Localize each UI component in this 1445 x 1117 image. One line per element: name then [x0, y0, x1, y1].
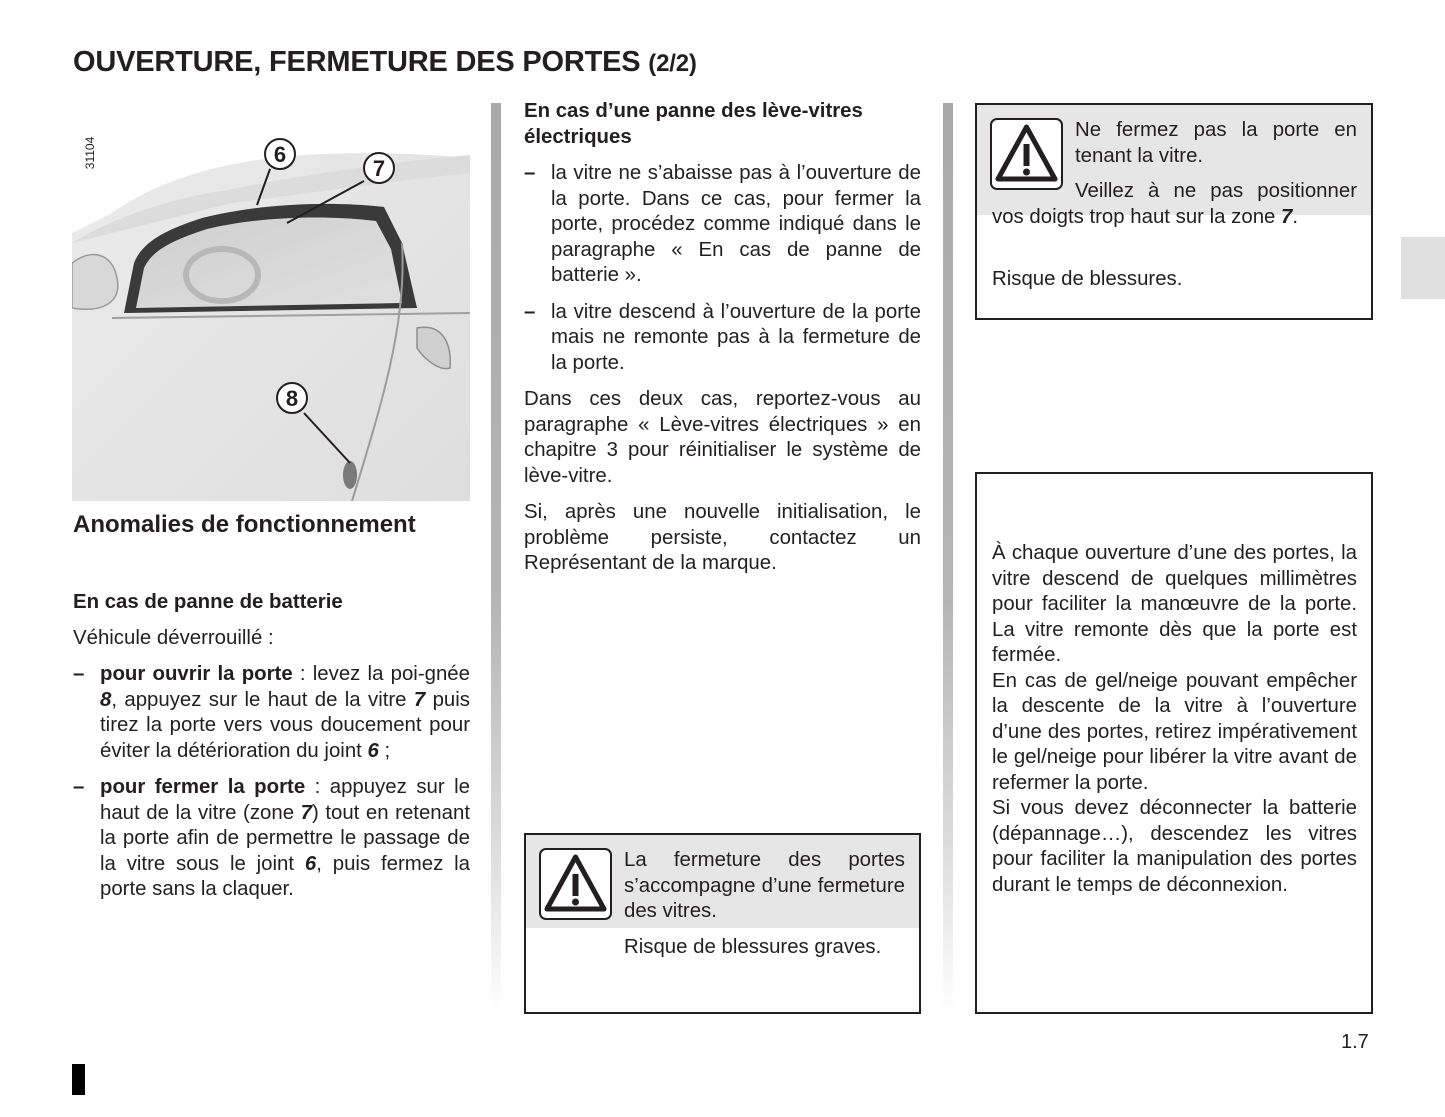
warning-text: La fermeture des portes s’accompagne d’une fermeture des vitres.	[624, 849, 905, 922]
note-text	[992, 541, 1357, 898]
note-box	[975, 472, 1373, 1014]
paragraph: Si, après une nouvelle initialisation, le problème persiste, contactez un Représentant de la marque.	[524, 501, 921, 574]
corner-mark	[72, 1064, 85, 1095]
warning-risk: Risque de blessures.	[992, 268, 1183, 290]
window-failure-steps	[524, 161, 921, 577]
section-heading: Anomalies de fonctionnement	[73, 511, 416, 538]
chapter-tab	[1401, 237, 1445, 299]
paragraph: À chaque ouverture d’une des portes, la vitre descend de quelques millimètres pour faciliter la manœuvre de la porte. La vitre remonte dès que la porte est fermée.	[992, 542, 1357, 666]
warning-text: Ne fermez pas la porte en tenant la vitre.	[1075, 119, 1357, 167]
warning-icon	[539, 848, 612, 920]
page-title-suffix: (2/2)	[648, 50, 697, 77]
list-item: – la vitre ne s’abaisse pas à l’ouverture de la porte. Dans ce cas, pour fermer la porte, procédez comme indiqué dans le paragraphe « En cas de panne de batterie ».	[524, 162, 921, 286]
door-illustration-drawing	[72, 103, 470, 501]
intro-text: Véhicule déverrouillé :	[73, 627, 274, 649]
callout-8-label: 8	[285, 386, 299, 411]
paragraph: Dans ces deux cas, reportez-vous au paragraphe « Lève-vitres électriques » en chapitre 3 pour réinitialiser le système de lève-vitre.	[524, 388, 921, 487]
list-item: – la vitre descend à l’ouverture de la porte mais ne remonte pas à la fermeture de la porte.	[524, 300, 921, 374]
list-item: – pour fermer la porte : appuyez sur le haut de la vitre (zone 7) tout en retenant la porte afin de permettre le passage de la vitre sous le joint 6, puis fermez la porte sans la claquer.	[73, 776, 470, 900]
callout-7-label: 7	[372, 156, 386, 181]
warning-risk: Risque de blessures graves.	[624, 936, 882, 958]
battery-failure-subheading: En cas de panne de batterie	[73, 591, 343, 613]
page-number: 1.7	[1341, 1031, 1369, 1053]
warning-box	[975, 103, 1373, 320]
column-divider	[491, 103, 501, 1013]
figure-ref-code: 31104	[83, 136, 97, 170]
warning-box	[524, 833, 921, 1014]
list-item: – pour ouvrir la porte : levez la poi-gnée 8, appuyez sur le haut de la vitre 7 puis tirez la porte vers vous doucement pour éviter la détérioration du joint 6 ;	[73, 663, 470, 762]
paragraph: En cas de gel/neige pouvant empêcher la descente de la vitre à l’ouverture d’une des portes, retirez impérativement le gel/neige pour libérer la vitre avant de refermer la porte.	[992, 669, 1357, 794]
warning-text: Veillez à ne pas positionner vos doigts trop haut sur la zone 7.	[992, 180, 1357, 228]
door-illustration	[72, 103, 470, 501]
page-title	[73, 46, 697, 79]
paragraph: Si vous devez déconnecter la batterie (dépannage…), descendez les vitres pour faciliter la manipulation des portes durant le temps de déconnexion.	[992, 797, 1357, 896]
page-title-text: OUVERTURE, FERMETURE DES PORTES	[73, 46, 641, 78]
battery-steps	[73, 662, 470, 914]
column-divider	[943, 103, 953, 1013]
callout-6-label: 6	[273, 142, 287, 167]
window-failure-subheading: En cas d’une panne des lève-vitres électriques	[524, 100, 863, 148]
